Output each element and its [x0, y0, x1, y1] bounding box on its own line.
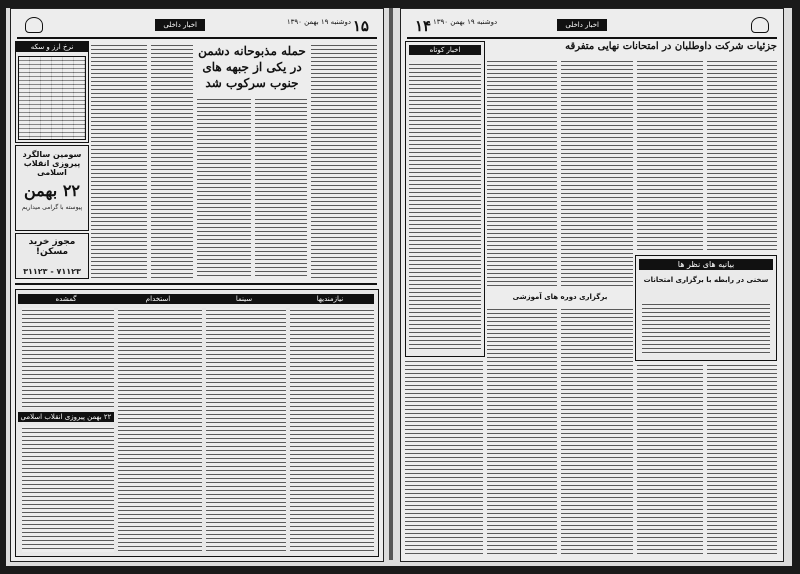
article-column [637, 59, 703, 251]
article-column [405, 359, 483, 555]
statement-ad [635, 255, 777, 361]
tab-label-jobs: استخدام [114, 294, 202, 304]
sub-headline: برگزاری دوره های آموزشی [512, 293, 608, 301]
article-column [91, 43, 147, 279]
classified-column [206, 308, 286, 552]
anniversary-ad [15, 145, 89, 231]
housing-ad [15, 233, 89, 279]
article-column [487, 307, 557, 555]
section-label: اخبار داخلی [557, 19, 607, 31]
article-column [707, 59, 777, 251]
currency-table [15, 41, 89, 143]
brief-news-box [405, 41, 485, 357]
page-number: ۱۵ [352, 17, 369, 35]
ad-body: پیوسته با گرامی میداریم [21, 204, 83, 211]
article-column [487, 59, 557, 289]
classified-column [22, 426, 114, 552]
article-column [561, 307, 633, 555]
ad-title: سومین سالگرد پیروزی انقلاب اسلامی [22, 150, 82, 177]
right-page-header [407, 15, 777, 39]
classifieds-section [15, 289, 379, 557]
article-column [707, 363, 777, 555]
statement-ad-title: بیانیه های نظر ها [639, 259, 773, 270]
article-column [197, 97, 251, 279]
brief-news-column [409, 62, 481, 350]
classified-column [22, 308, 114, 408]
date-line: دوشنبه ۱۹ بهمن ۱۳۹۰ [286, 18, 351, 26]
main-headline: حمله مذبوحانه دشمن در یکی از جبهه های جنوب سرکوب شد [198, 44, 306, 90]
left-page-header [17, 15, 377, 39]
article-column [637, 363, 703, 555]
page-number: ۱۴ [415, 17, 432, 35]
tab-label-cinema: سینما [202, 294, 286, 304]
statement-ad-body: سخنی در رابطه با برگزاری امتحانات [643, 276, 769, 284]
masthead-logo-icon [751, 17, 769, 33]
right-page [400, 8, 784, 562]
housing-ad-phone: ۷۱۱۲۳ - ۳۱۱۲۳ [23, 267, 81, 276]
date-line: دوشنبه ۱۹ بهمن ۱۳۹۰ [433, 18, 498, 26]
masthead-logo-icon [25, 17, 43, 33]
classified-column [290, 308, 374, 552]
article-column [255, 97, 307, 279]
section-divider [15, 283, 377, 285]
section-label: اخبار داخلی [155, 19, 205, 31]
statement-ad-text [642, 302, 770, 354]
brief-news-title: اخبار کوتاه [409, 45, 481, 55]
article-column [561, 59, 633, 289]
notice-title: ۲۲ بهمن پیروزی انقلاب اسلامی [18, 412, 114, 422]
housing-ad-title: مجوز خرید مسکن! [28, 237, 76, 257]
main-headline: جزئیات شرکت داوطلبان در امتحانات نهایی متفرقه [565, 41, 777, 52]
classifieds-label: نیازمندیها [286, 294, 374, 304]
article-column [151, 43, 193, 279]
ad-date: ۲۲ بهمن [23, 181, 80, 200]
currency-title: نرخ ارز و سکه [16, 42, 88, 52]
article-column [311, 43, 377, 279]
tab-label-lost: گمشده [18, 294, 114, 304]
page-gutter [389, 8, 393, 560]
classified-column [118, 308, 202, 552]
left-page [10, 8, 384, 562]
